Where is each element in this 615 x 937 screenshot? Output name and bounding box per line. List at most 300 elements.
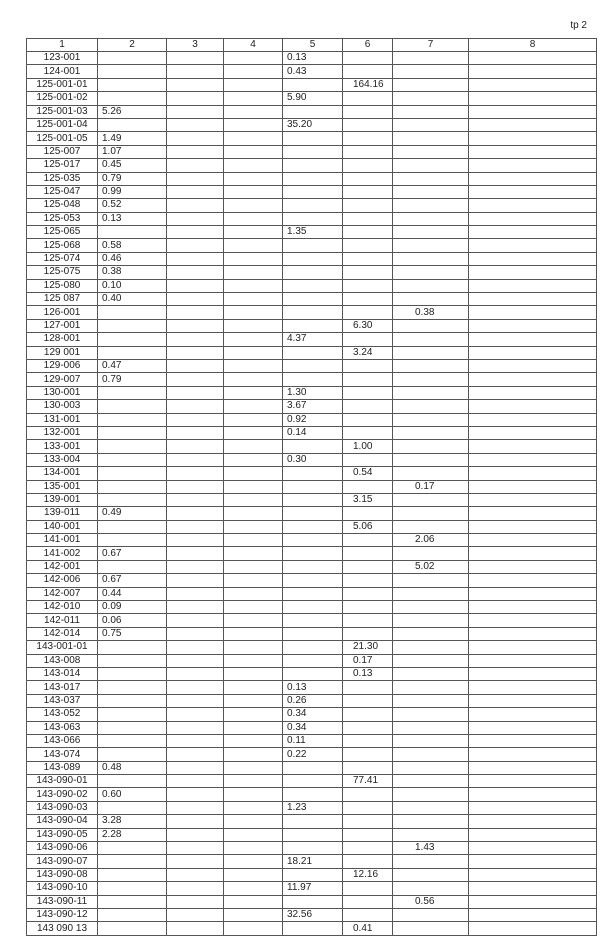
value-cell-col-4	[224, 172, 283, 185]
value-cell-col-8	[469, 359, 597, 372]
table-row	[27, 386, 597, 399]
row-code-cell: 141-001	[27, 534, 98, 547]
row-code-cell: 125-068	[27, 239, 98, 252]
value-cell-col-3	[167, 400, 224, 413]
value-cell-col-2	[98, 319, 167, 332]
value-cell-col-4	[224, 480, 283, 493]
value-cell-col-4	[224, 185, 283, 198]
value-cell-col-7	[393, 172, 469, 185]
value-cell-col-4	[224, 614, 283, 627]
value-cell-col-4	[224, 667, 283, 680]
value-cell-col-8	[469, 547, 597, 560]
value-cell-col-5	[283, 775, 343, 788]
value-cell-col-6	[343, 614, 393, 627]
value-cell-col-5	[283, 359, 343, 372]
row-code-cell: 135-001	[27, 480, 98, 493]
value-cell-col-6	[343, 601, 393, 614]
value-cell-col-5: 1.30	[283, 386, 343, 399]
value-cell-col-5	[283, 346, 343, 359]
table-row	[27, 828, 597, 841]
table-row	[27, 65, 597, 78]
column-header-5: 5	[283, 39, 343, 52]
value-cell-col-6	[343, 560, 393, 573]
table-row	[27, 681, 597, 694]
table-row	[27, 78, 597, 91]
table-row	[27, 185, 597, 198]
value-cell-col-8	[469, 333, 597, 346]
value-cell-col-3	[167, 641, 224, 654]
value-cell-col-7	[393, 627, 469, 640]
table-row	[27, 855, 597, 868]
value-cell-col-2: 0.60	[98, 788, 167, 801]
row-code-cell: 125-017	[27, 159, 98, 172]
value-cell-col-4	[224, 493, 283, 506]
value-cell-col-7	[393, 748, 469, 761]
value-cell-col-8	[469, 667, 597, 680]
value-cell-col-4	[224, 199, 283, 212]
value-cell-col-6	[343, 708, 393, 721]
value-cell-col-8	[469, 279, 597, 292]
value-cell-col-5	[283, 587, 343, 600]
value-cell-col-7	[393, 118, 469, 131]
value-cell-col-7	[393, 788, 469, 801]
value-cell-col-8	[469, 346, 597, 359]
value-cell-col-3	[167, 293, 224, 306]
value-cell-col-6	[343, 400, 393, 413]
value-cell-col-8	[469, 78, 597, 91]
value-cell-col-6	[343, 65, 393, 78]
value-cell-col-3	[167, 386, 224, 399]
value-cell-col-3	[167, 828, 224, 841]
value-cell-col-7: 1.43	[393, 842, 469, 855]
table-row	[27, 480, 597, 493]
table-row	[27, 788, 597, 801]
value-cell-col-4	[224, 815, 283, 828]
value-cell-col-4	[224, 145, 283, 158]
value-cell-col-2	[98, 775, 167, 788]
table-row	[27, 373, 597, 386]
value-cell-col-3	[167, 279, 224, 292]
value-cell-col-5	[283, 480, 343, 493]
value-cell-col-6	[343, 842, 393, 855]
value-cell-col-8	[469, 239, 597, 252]
value-cell-col-2	[98, 226, 167, 239]
value-cell-col-4	[224, 855, 283, 868]
table-row	[27, 734, 597, 747]
value-cell-col-6	[343, 159, 393, 172]
value-cell-col-3	[167, 748, 224, 761]
table-row	[27, 306, 597, 319]
value-cell-col-7	[393, 413, 469, 426]
value-cell-col-7: 0.56	[393, 895, 469, 908]
value-cell-col-4	[224, 708, 283, 721]
value-cell-col-3	[167, 440, 224, 453]
value-cell-col-8	[469, 828, 597, 841]
table-row	[27, 212, 597, 225]
value-cell-col-6	[343, 92, 393, 105]
value-cell-col-2	[98, 681, 167, 694]
value-cell-col-8	[469, 226, 597, 239]
table-row	[27, 882, 597, 895]
value-cell-col-5	[283, 507, 343, 520]
row-code-cell: 143-089	[27, 761, 98, 774]
value-cell-col-8	[469, 65, 597, 78]
value-cell-col-8	[469, 266, 597, 279]
row-code-cell: 125-048	[27, 199, 98, 212]
value-cell-col-6	[343, 145, 393, 158]
column-header-3: 3	[167, 39, 224, 52]
value-cell-col-4	[224, 426, 283, 439]
row-code-cell: 143-090-06	[27, 842, 98, 855]
row-code-cell: 133-004	[27, 453, 98, 466]
value-cell-col-5	[283, 761, 343, 774]
value-cell-col-8	[469, 815, 597, 828]
row-code-cell: 143-090-04	[27, 815, 98, 828]
value-cell-col-2	[98, 493, 167, 506]
value-cell-col-6	[343, 413, 393, 426]
table-row	[27, 346, 597, 359]
table-row	[27, 440, 597, 453]
value-cell-col-6	[343, 815, 393, 828]
table-row	[27, 92, 597, 105]
value-cell-col-7	[393, 667, 469, 680]
value-cell-col-8	[469, 775, 597, 788]
row-code-cell: 125-001-03	[27, 105, 98, 118]
row-code-cell: 143-090-08	[27, 868, 98, 881]
value-cell-col-4	[224, 627, 283, 640]
row-code-cell: 143-052	[27, 708, 98, 721]
value-cell-col-2: 1.49	[98, 132, 167, 145]
value-cell-col-7	[393, 199, 469, 212]
value-cell-col-2: 0.40	[98, 293, 167, 306]
row-code-cell: 130-001	[27, 386, 98, 399]
value-cell-col-5	[283, 78, 343, 91]
row-code-cell: 125-074	[27, 252, 98, 265]
row-code-cell: 126-001	[27, 306, 98, 319]
value-cell-col-3	[167, 507, 224, 520]
table-row	[27, 627, 597, 640]
table-row	[27, 560, 597, 573]
value-cell-col-8	[469, 587, 597, 600]
value-cell-col-6	[343, 373, 393, 386]
value-cell-col-6: 12.16	[343, 868, 393, 881]
value-cell-col-6	[343, 239, 393, 252]
value-cell-col-4	[224, 909, 283, 922]
value-cell-col-5: 0.13	[283, 681, 343, 694]
value-cell-col-8	[469, 440, 597, 453]
value-cell-col-6	[343, 895, 393, 908]
value-cell-col-3	[167, 694, 224, 707]
value-cell-col-7	[393, 574, 469, 587]
value-cell-col-4	[224, 319, 283, 332]
value-cell-col-4	[224, 560, 283, 573]
table-row	[27, 748, 597, 761]
value-cell-col-3	[167, 252, 224, 265]
value-cell-col-5: 3.67	[283, 400, 343, 413]
value-cell-col-7	[393, 721, 469, 734]
value-cell-col-5	[283, 252, 343, 265]
value-cell-col-6	[343, 587, 393, 600]
value-cell-col-5	[283, 212, 343, 225]
value-cell-col-7	[393, 386, 469, 399]
value-cell-col-6	[343, 252, 393, 265]
value-cell-col-7	[393, 373, 469, 386]
value-cell-col-4	[224, 78, 283, 91]
value-cell-col-5: 0.22	[283, 748, 343, 761]
column-header-7: 7	[393, 39, 469, 52]
value-cell-col-6	[343, 788, 393, 801]
value-cell-col-2: 2.28	[98, 828, 167, 841]
value-cell-col-7	[393, 614, 469, 627]
row-code-cell: 125-047	[27, 185, 98, 198]
value-cell-col-5	[283, 319, 343, 332]
value-cell-col-2	[98, 855, 167, 868]
value-cell-col-5	[283, 842, 343, 855]
value-cell-col-7	[393, 493, 469, 506]
value-cell-col-2: 0.06	[98, 614, 167, 627]
value-cell-col-4	[224, 413, 283, 426]
value-cell-col-6	[343, 801, 393, 814]
table-row	[27, 333, 597, 346]
value-cell-col-6	[343, 293, 393, 306]
value-cell-col-6	[343, 734, 393, 747]
table-row	[27, 400, 597, 413]
value-cell-col-4	[224, 574, 283, 587]
table-row	[27, 199, 597, 212]
table-row	[27, 641, 597, 654]
value-cell-col-7	[393, 346, 469, 359]
row-code-cell: 133-001	[27, 440, 98, 453]
value-cell-col-3	[167, 426, 224, 439]
value-cell-col-2: 0.38	[98, 266, 167, 279]
value-cell-col-2	[98, 467, 167, 480]
value-cell-col-8	[469, 654, 597, 667]
value-cell-col-5: 0.30	[283, 453, 343, 466]
table-row	[27, 359, 597, 372]
table-row	[27, 922, 597, 935]
value-cell-col-3	[167, 266, 224, 279]
table-row	[27, 654, 597, 667]
value-cell-col-7	[393, 239, 469, 252]
value-cell-col-5: 0.26	[283, 694, 343, 707]
row-code-cell: 123-001	[27, 52, 98, 65]
value-cell-col-2: 1.07	[98, 145, 167, 158]
value-cell-col-3	[167, 855, 224, 868]
value-cell-col-7	[393, 252, 469, 265]
value-cell-col-3	[167, 172, 224, 185]
value-cell-col-8	[469, 373, 597, 386]
value-cell-col-4	[224, 132, 283, 145]
value-cell-col-3	[167, 52, 224, 65]
table-row	[27, 293, 597, 306]
value-cell-col-4	[224, 748, 283, 761]
value-cell-col-5: 18.21	[283, 855, 343, 868]
value-cell-col-7	[393, 226, 469, 239]
value-cell-col-8	[469, 922, 597, 935]
value-cell-col-8	[469, 413, 597, 426]
value-cell-col-8	[469, 895, 597, 908]
value-cell-col-3	[167, 654, 224, 667]
value-cell-col-3	[167, 413, 224, 426]
value-cell-col-5	[283, 627, 343, 640]
value-cell-col-7	[393, 654, 469, 667]
value-cell-col-3	[167, 359, 224, 372]
value-cell-col-2	[98, 78, 167, 91]
value-cell-col-6: 21.30	[343, 641, 393, 654]
value-cell-col-3	[167, 601, 224, 614]
value-cell-col-2: 0.45	[98, 159, 167, 172]
value-cell-col-2: 5.26	[98, 105, 167, 118]
value-cell-col-5: 0.92	[283, 413, 343, 426]
table-row	[27, 493, 597, 506]
table-row	[27, 895, 597, 908]
table-row	[27, 105, 597, 118]
value-cell-col-2	[98, 92, 167, 105]
value-cell-col-7	[393, 909, 469, 922]
row-code-cell: 143-090-11	[27, 895, 98, 908]
row-code-cell: 142-006	[27, 574, 98, 587]
value-cell-col-4	[224, 507, 283, 520]
value-cell-col-7	[393, 775, 469, 788]
value-cell-col-7	[393, 266, 469, 279]
value-cell-col-2: 0.67	[98, 547, 167, 560]
value-cell-col-6	[343, 333, 393, 346]
value-cell-col-6	[343, 426, 393, 439]
row-code-cell: 142-001	[27, 560, 98, 573]
value-cell-col-8	[469, 801, 597, 814]
value-cell-col-4	[224, 842, 283, 855]
value-cell-col-3	[167, 453, 224, 466]
value-cell-col-6	[343, 266, 393, 279]
value-cell-col-6	[343, 507, 393, 520]
table-row	[27, 266, 597, 279]
row-code-cell: 142-007	[27, 587, 98, 600]
table-row	[27, 721, 597, 734]
value-cell-col-4	[224, 118, 283, 131]
value-cell-col-7	[393, 734, 469, 747]
value-cell-col-4	[224, 788, 283, 801]
value-cell-col-2	[98, 895, 167, 908]
value-cell-col-7	[393, 159, 469, 172]
value-cell-col-3	[167, 895, 224, 908]
value-cell-col-5	[283, 601, 343, 614]
row-code-cell: 129-007	[27, 373, 98, 386]
value-cell-col-7	[393, 212, 469, 225]
value-cell-col-8	[469, 426, 597, 439]
value-cell-col-4	[224, 226, 283, 239]
value-cell-col-6	[343, 681, 393, 694]
table-row	[27, 775, 597, 788]
column-header-6: 6	[343, 39, 393, 52]
column-header-2: 2	[98, 39, 167, 52]
row-code-cell: 131-001	[27, 413, 98, 426]
value-cell-col-2	[98, 654, 167, 667]
value-cell-col-7: 2.06	[393, 534, 469, 547]
value-cell-col-8	[469, 212, 597, 225]
page-number: tp 2	[570, 20, 587, 31]
value-cell-col-4	[224, 346, 283, 359]
value-cell-col-5: 0.11	[283, 734, 343, 747]
row-code-cell: 143-001-01	[27, 641, 98, 654]
value-cell-col-8	[469, 293, 597, 306]
value-cell-col-2	[98, 453, 167, 466]
value-cell-col-6	[343, 574, 393, 587]
value-cell-col-6	[343, 534, 393, 547]
table-row	[27, 413, 597, 426]
value-cell-col-8	[469, 574, 597, 587]
value-cell-col-3	[167, 480, 224, 493]
value-cell-col-2	[98, 306, 167, 319]
row-code-cell: 143-008	[27, 654, 98, 667]
value-cell-col-4	[224, 534, 283, 547]
value-cell-col-5: 0.34	[283, 708, 343, 721]
value-cell-col-7	[393, 694, 469, 707]
value-cell-col-7	[393, 52, 469, 65]
value-cell-col-4	[224, 239, 283, 252]
value-cell-col-6	[343, 226, 393, 239]
value-cell-col-5	[283, 105, 343, 118]
value-cell-col-4	[224, 868, 283, 881]
value-cell-col-4	[224, 105, 283, 118]
value-cell-col-8	[469, 493, 597, 506]
value-cell-col-5	[283, 788, 343, 801]
value-cell-col-2: 0.79	[98, 172, 167, 185]
value-cell-col-2	[98, 882, 167, 895]
value-cell-col-5: 11.97	[283, 882, 343, 895]
value-cell-col-4	[224, 895, 283, 908]
value-cell-col-7	[393, 359, 469, 372]
value-cell-col-7	[393, 185, 469, 198]
value-cell-col-8	[469, 386, 597, 399]
table-row	[27, 801, 597, 814]
value-cell-col-8	[469, 868, 597, 881]
value-cell-col-4	[224, 373, 283, 386]
row-code-cell: 143-090-07	[27, 855, 98, 868]
row-code-cell: 142-011	[27, 614, 98, 627]
value-cell-col-8	[469, 467, 597, 480]
table-row	[27, 507, 597, 520]
table-row	[27, 667, 597, 680]
value-cell-col-2	[98, 748, 167, 761]
table-row	[27, 279, 597, 292]
value-cell-col-3	[167, 319, 224, 332]
value-cell-col-7	[393, 868, 469, 881]
value-cell-col-5	[283, 828, 343, 841]
value-cell-col-8	[469, 105, 597, 118]
value-cell-col-3	[167, 159, 224, 172]
value-cell-col-2: 0.47	[98, 359, 167, 372]
value-cell-col-7	[393, 801, 469, 814]
value-cell-col-5	[283, 132, 343, 145]
value-cell-col-7	[393, 587, 469, 600]
value-cell-col-4	[224, 400, 283, 413]
value-cell-col-5	[283, 641, 343, 654]
value-cell-col-7: 5.02	[393, 560, 469, 573]
value-cell-col-7	[393, 547, 469, 560]
value-cell-col-6	[343, 453, 393, 466]
table-body	[27, 52, 597, 936]
value-cell-col-2	[98, 801, 167, 814]
table-row	[27, 694, 597, 707]
value-cell-col-3	[167, 614, 224, 627]
value-cell-col-8	[469, 761, 597, 774]
value-cell-col-3	[167, 547, 224, 560]
value-cell-col-6: 164.16	[343, 78, 393, 91]
value-cell-col-2	[98, 426, 167, 439]
value-cell-col-5: 1.23	[283, 801, 343, 814]
value-cell-col-3	[167, 868, 224, 881]
row-code-cell: 125-001-04	[27, 118, 98, 131]
